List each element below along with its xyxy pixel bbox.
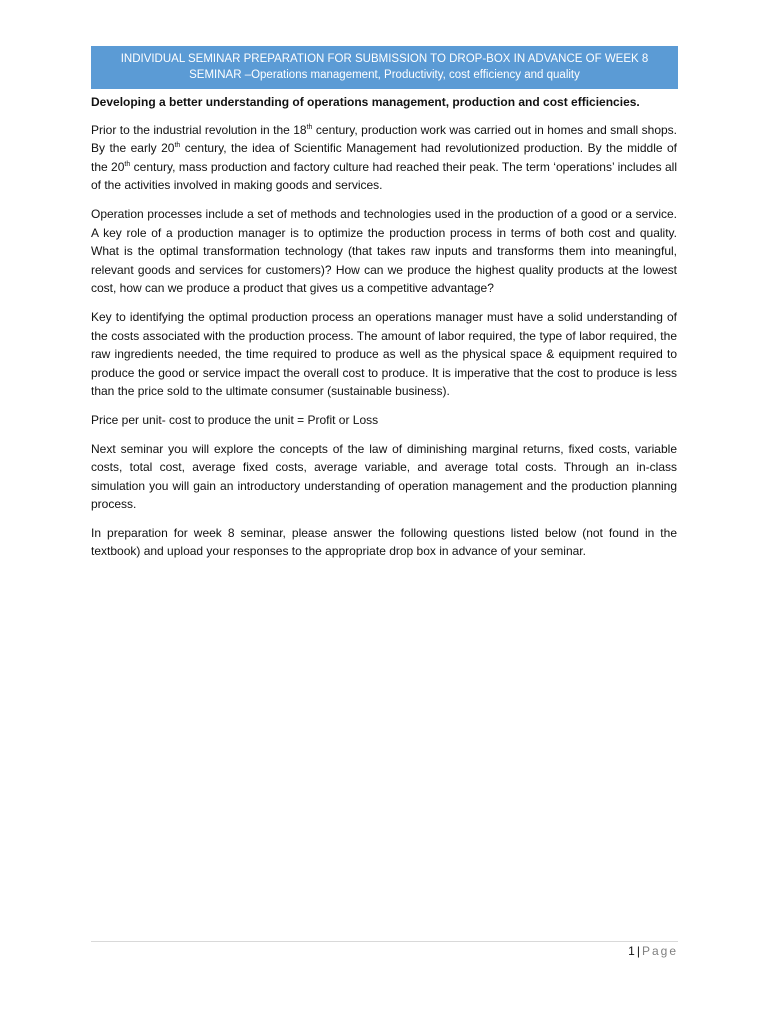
paragraph-next-seminar: Next seminar you will explore the concepts of the law of diminishing marginal returns, fixed costs, variable costs, total cost, average fixed costs, average variable, and average total costs. Through an in-class simulation you will gain an introductory understanding of operation management and the production planning process. (91, 441, 677, 512)
p1-text-b: century, production work was carried out in homes and small shops. By the early 20 (91, 122, 678, 156)
document-body (91, 93, 677, 571)
p1-text-c: century, the idea of Scientific Management had revolutionized production. By the middle of the 20 (91, 141, 678, 174)
p1-sup-2: th (174, 142, 181, 150)
header-line-1: INDIVIDUAL SEMINAR PREPARATION FOR SUBMISSION TO DROP-BOX IN ADVANCE OF WEEK 8 (120, 53, 649, 65)
p1-sup-3: th (124, 160, 131, 168)
paragraph-preparation: In preparation for week 8 seminar, please answer the following questions listed below (not found in the textbook) and upload your responses to the appropriate drop box in advance of your seminar. (91, 525, 677, 559)
paragraph-industrial-revolution (91, 121, 677, 195)
header-banner (91, 46, 678, 89)
p1-text-d: century, mass production and factory culture had reached their peak. The term ‘operations’ includes all of the activities involved in making goods and services. (91, 159, 677, 193)
p1-text-a: Prior to the industrial revolution in the 18 (91, 122, 307, 137)
page-separator: | (636, 944, 640, 958)
p1-sup-1: th (306, 123, 313, 131)
paragraph-operation-processes: Operation processes include a set of methods and technologies used in the production of a good or a service. A key role of a production manager is to optimize the production process in terms of both cost and quality. What is the optimal transformation technology (that takes raw inputs and transforms them into meaningful, relevant goods and services for customers)? How can we produce the highest quality products at the lowest cost, how can we produce a product that gives us a competitive advantage? (91, 206, 677, 296)
page-footer (628, 944, 678, 958)
footer-divider (91, 941, 678, 942)
header-line-2: SEMINAR –Operations management, Productivity, cost efficiency and quality (189, 69, 580, 81)
page-number: 1 (628, 944, 635, 958)
paragraph-cost-identification: Key to identifying the optimal production process an operations manager must have a solid understanding of the costs associated with the production process. The amount of labor required, the type of labor required, the raw ingredients needed, the time required to produce as well as the physical space & equipment required to produce the good or service impact the overall cost to produce. It is imperative that the cost to produce is less than the price sold to the ultimate consumer (sustainable business). (91, 309, 677, 399)
lead-heading: Developing a better understanding of operations management, production and cost efficiencies. (91, 95, 640, 109)
paragraph-profit-formula: Price per unit- cost to produce the unit = Profit or Loss (91, 412, 379, 427)
page-label: Page (641, 944, 678, 958)
